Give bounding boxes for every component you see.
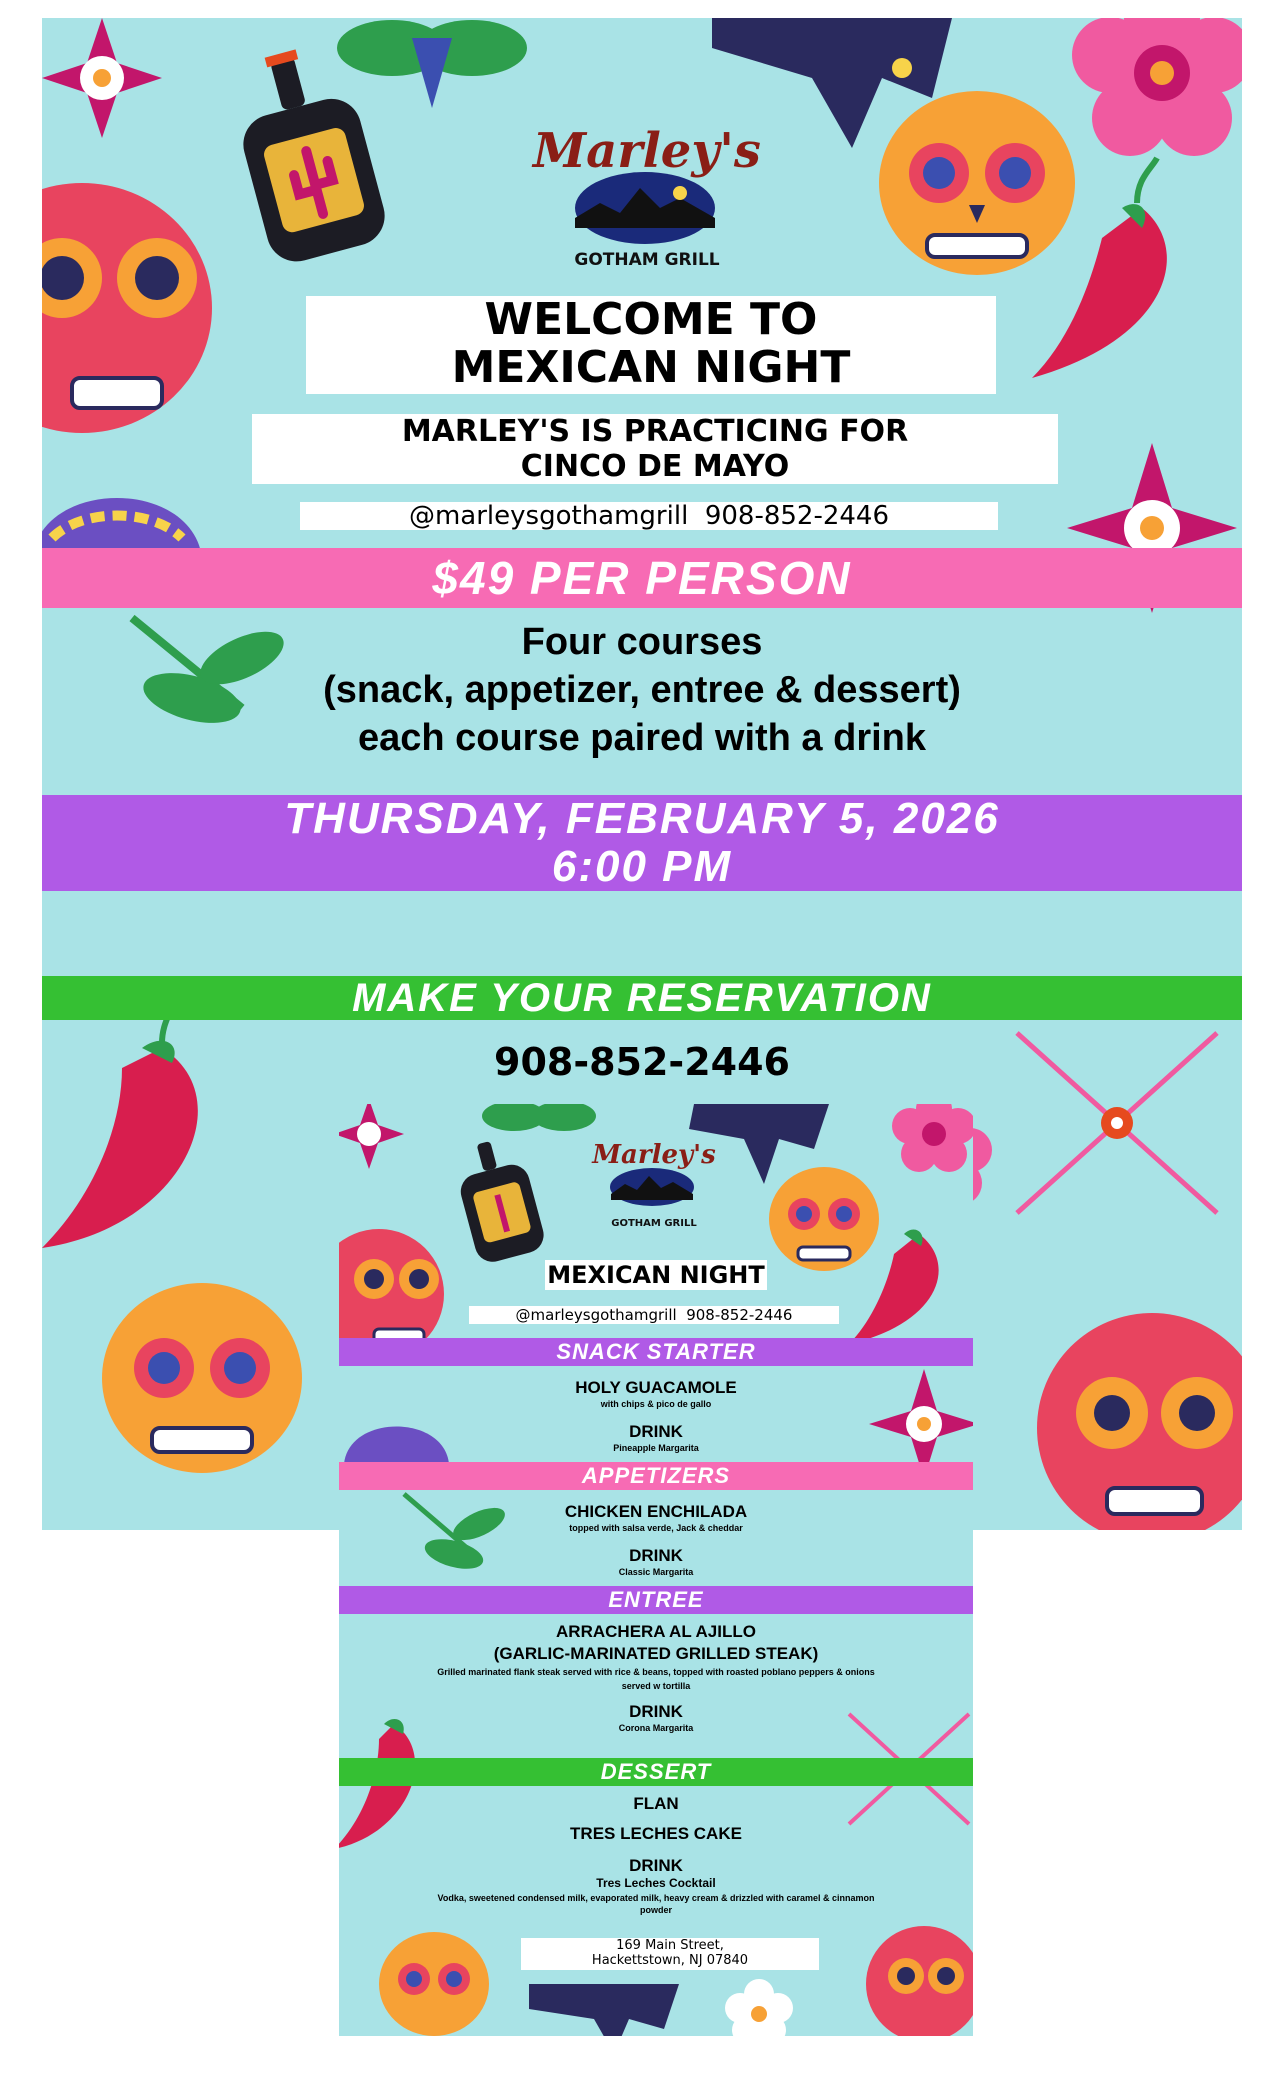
logo-name: Marley's — [533, 123, 761, 179]
reservation-band: MAKE YOUR RESERVATION — [42, 976, 1242, 1020]
tequila-bottle-icon — [449, 1134, 547, 1266]
logo-subtitle: GOTHAM GRILL — [574, 250, 720, 270]
sugar-skull-icon — [879, 91, 1075, 275]
appetizer-drink: Classic Margarita — [618, 1567, 694, 1577]
menu-card — [339, 1104, 973, 2036]
entree-drink-label: DRINK — [629, 1702, 683, 1721]
address-line-2: Hackettstown, NJ 07840 — [591, 1953, 749, 1968]
welcome-box — [306, 296, 996, 394]
sugar-skull-icon — [769, 1167, 879, 1271]
practicing-box — [252, 414, 1058, 484]
practicing-line-2: CINCO DE MAYO — [520, 449, 790, 484]
snack-drink: Pineapple Margarita — [613, 1443, 699, 1453]
snack-drink-label: DRINK — [629, 1422, 683, 1441]
date-band — [42, 795, 1242, 891]
practicing-line-1: MARLEY'S IS PRACTICING FOR — [401, 414, 909, 449]
sugar-skull-icon — [866, 1926, 973, 2036]
snack-header: SNACK STARTER — [339, 1338, 973, 1366]
bird-icon — [529, 1984, 679, 2036]
dessert-desc-line-2: powder — [639, 1905, 672, 1915]
flower-icon — [339, 1104, 404, 1169]
menu-logo-name: Marley's — [592, 1140, 716, 1170]
chili-pepper-icon — [42, 993, 198, 1248]
snack-desc: with chips & pico de gallo — [600, 1399, 712, 1409]
entree-desc-line-2: served w tortilla — [621, 1681, 691, 1691]
courses-line-2: (snack, appetizer, entree & dessert) — [323, 669, 961, 711]
date-line-2: 6:00 PM — [551, 842, 733, 891]
entree-drink: Corona Margarita — [618, 1723, 694, 1733]
dessert-drink-label: DRINK — [629, 1856, 683, 1875]
logo-emblem-icon — [570, 168, 720, 248]
snack-item: HOLY GUACAMOLE — [575, 1378, 737, 1397]
price-band: $49 PER PERSON — [42, 548, 1242, 608]
leaf-icon — [337, 20, 527, 108]
appetizers-header: APPETIZERS — [339, 1462, 973, 1490]
dessert-item-1: FLAN — [633, 1794, 679, 1813]
address-box — [521, 1938, 819, 1970]
social-handle: @marleysgothamgrill 908-852-2446 — [300, 502, 998, 530]
welcome-line-2: MEXICAN NIGHT — [451, 342, 851, 393]
entree-item-line-1: ARRACHERA AL AJILLO — [556, 1622, 756, 1641]
date-line-1: THURSDAY, FEBRUARY 5, 2026 — [284, 794, 1000, 843]
dessert-header: DESSERT — [339, 1758, 973, 1786]
courses-line-1: Four courses — [521, 621, 763, 663]
logo-emblem-icon — [607, 1166, 697, 1208]
menu-title: MEXICAN NIGHT — [545, 1260, 767, 1290]
entree-desc-line-1: Grilled marinated flank steak served with rice & beans, topped with roasted poblano peppers & onions — [437, 1667, 875, 1677]
entree-item-line-2: (GARLIC-MARINATED GRILLED STEAK) — [493, 1644, 819, 1663]
sugar-skull-icon — [1037, 1313, 1242, 1530]
sugar-skull-icon — [102, 1283, 302, 1473]
menu-logo-subtitle: GOTHAM GRILL — [611, 1218, 697, 1229]
menu-social: @marleysgothamgrill 908-852-2446 — [469, 1306, 839, 1324]
reservation-phone: 908-852-2446 — [494, 1040, 790, 1084]
courses-line-3: each course paired with a drink — [357, 717, 927, 759]
sugar-skull-icon — [379, 1932, 489, 2036]
flower-icon — [725, 1979, 793, 2036]
appetizer-drink-label: DRINK — [629, 1546, 683, 1565]
dessert-item-2: TRES LECHES CAKE — [570, 1824, 742, 1843]
appetizer-desc: topped with salsa verde, Jack & cheddar — [569, 1523, 743, 1533]
flower-icon — [42, 18, 162, 138]
entree-header: ENTREE — [339, 1586, 973, 1614]
flower-icon — [892, 1104, 973, 1172]
flower-icon — [1072, 18, 1242, 156]
dessert-desc-line-1: Vodka, sweetened condensed milk, evaporated milk, heavy cream & drizzled with caramel & cinnamon — [437, 1893, 875, 1903]
appetizer-item: CHICKEN ENCHILADA — [564, 1502, 748, 1521]
leaf-icon — [482, 1104, 596, 1131]
sugar-skull-icon — [42, 183, 212, 433]
welcome-line-1: WELCOME TO — [484, 294, 818, 345]
address-line-1: 169 Main Street, — [616, 1938, 724, 1953]
dessert-drink: Tres Leches Cocktail — [596, 1876, 716, 1890]
